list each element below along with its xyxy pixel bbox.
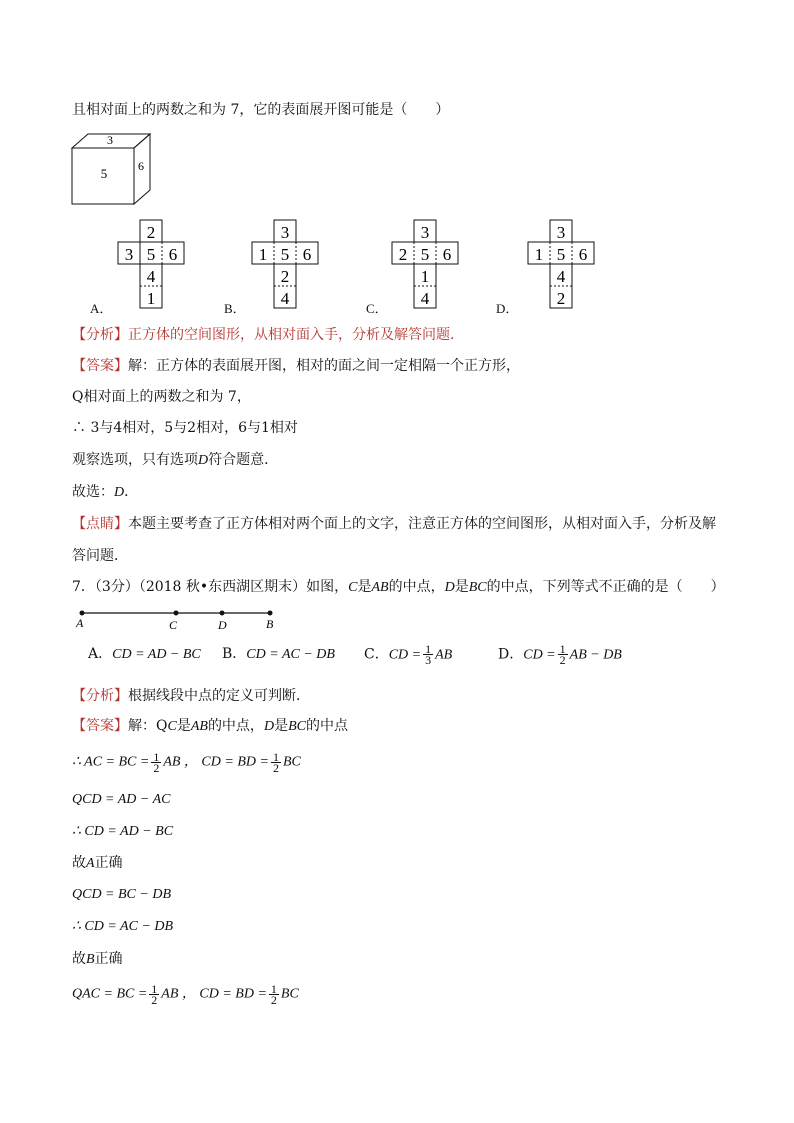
answer-2-line-5 bbox=[72, 853, 123, 874]
a2-v4: BC bbox=[288, 719, 306, 734]
answer-2-line-6: QCD = BC − DB bbox=[72, 887, 172, 902]
denominator: 2 bbox=[153, 761, 160, 775]
net-a-right: 6 bbox=[168, 245, 178, 264]
q7-option-c-label: C． bbox=[364, 646, 389, 663]
a2-l9-c: BC bbox=[280, 986, 299, 1002]
q7-option-c bbox=[364, 644, 452, 666]
comment-text: 本题主要考查了正方体相对两个面上的文字，注意正方体的空间图形，从相对面入手，分析及解 bbox=[128, 516, 716, 532]
numerator: 1 bbox=[153, 750, 160, 764]
analysis-1 bbox=[72, 325, 464, 345]
net-option-b-label: B． bbox=[224, 301, 246, 316]
denominator: 2 bbox=[151, 993, 158, 1007]
q7-option-d-expr-2: AB − DB bbox=[569, 647, 622, 663]
q7-option-d-expr-1: CD = bbox=[523, 647, 556, 663]
comment-1-line-2: 答问题． bbox=[72, 548, 128, 564]
net-c-left: 2 bbox=[398, 245, 408, 264]
q7-text-1: 是 bbox=[357, 579, 372, 595]
q7-var-d: D bbox=[444, 580, 455, 595]
answer-text: 解：正方体的表面展开图，相对的面之间一定相隔一个正方形， bbox=[128, 358, 520, 374]
answer-2-line-2 bbox=[72, 752, 301, 773]
choice-end: ． bbox=[124, 484, 139, 500]
fraction bbox=[149, 984, 159, 1005]
question-intro: 且相对面上的两数之和为 7，它的表面展开图可能是（ ） bbox=[72, 102, 450, 118]
net-option-a-label: A． bbox=[90, 301, 113, 316]
answer-2-line-1 bbox=[72, 716, 348, 737]
net-a-below1: 4 bbox=[146, 267, 156, 286]
net-option-c bbox=[392, 220, 458, 308]
a2-t5: 的中点 bbox=[305, 718, 348, 734]
a2-l5-a: 故 bbox=[72, 855, 86, 871]
numerator: 1 bbox=[151, 982, 158, 996]
analysis-2-tag: 【分析】 bbox=[72, 688, 128, 704]
net-option-d bbox=[528, 220, 594, 308]
net-c-top: 3 bbox=[420, 223, 430, 242]
a2-l8-var: B bbox=[86, 952, 95, 967]
denominator: 2 bbox=[272, 761, 279, 775]
choice-text: 故选： bbox=[72, 484, 114, 500]
answer-2-line-4: ∴ CD = AD − BC bbox=[72, 824, 174, 839]
point-d-label: D bbox=[218, 618, 227, 632]
answer-2-line-9 bbox=[72, 984, 299, 1005]
question-7 bbox=[72, 577, 725, 598]
q7-var-bc: BC bbox=[468, 580, 487, 595]
a2-l2-c: BC bbox=[282, 754, 301, 770]
q7-var-ab: AB bbox=[371, 580, 389, 595]
segment-figure bbox=[70, 606, 290, 634]
a2-t4: 是 bbox=[274, 718, 289, 734]
cube-figure bbox=[70, 128, 160, 208]
a2-l5-c: 正确 bbox=[94, 855, 123, 871]
q7-option-a-expr: CD = AD − BC bbox=[112, 647, 201, 662]
numerator: 1 bbox=[272, 750, 279, 764]
a2-v2: AB bbox=[190, 719, 208, 734]
therefore-symbol: ∴ bbox=[72, 420, 91, 436]
opposite-faces-text: 3与4相对，5与2相对，6与1相对 bbox=[90, 420, 298, 436]
comment-1-line-1 bbox=[72, 514, 716, 534]
answer-2-tag: 【答案】 bbox=[72, 718, 128, 734]
a2-l9-a: QAC = BC = bbox=[72, 986, 148, 1002]
a2-t2: 是 bbox=[176, 718, 191, 734]
answer-2-line-7: ∴ CD = AC − DB bbox=[72, 919, 174, 934]
net-b-left: 1 bbox=[258, 245, 268, 264]
fraction bbox=[423, 644, 433, 665]
fraction bbox=[269, 984, 279, 1005]
point-c-label: C bbox=[169, 618, 178, 632]
net-a-left: 3 bbox=[124, 245, 134, 264]
a2-l2-a: ∴ AC = BC = bbox=[72, 754, 150, 770]
net-c-center: 5 bbox=[420, 245, 430, 264]
net-d-center: 5 bbox=[556, 245, 566, 264]
answer-2-line-8 bbox=[72, 949, 123, 970]
a2-l8-c: 正确 bbox=[94, 951, 123, 967]
choice-var: D bbox=[114, 485, 125, 500]
net-b-center: 5 bbox=[280, 245, 290, 264]
comment-tag: 【点睛】 bbox=[72, 516, 128, 532]
q7-option-a bbox=[88, 644, 201, 665]
cube-side-number: 6 bbox=[138, 159, 144, 173]
option-var: D bbox=[198, 453, 209, 468]
fraction bbox=[558, 644, 568, 665]
a2-l8-a: 故 bbox=[72, 951, 86, 967]
a2-l9-b: AB ， CD = BD = bbox=[161, 986, 267, 1002]
q7-option-c-expr-1: CD = bbox=[388, 647, 422, 663]
numerator: 1 bbox=[559, 642, 566, 656]
analysis-text: 正方体的空间图形，从相对面入手，分析及解答问题． bbox=[128, 327, 464, 343]
net-a-below2: 1 bbox=[146, 289, 156, 308]
q7-option-b bbox=[222, 644, 335, 665]
q7-var-c: C bbox=[348, 580, 358, 595]
denominator: 2 bbox=[559, 653, 566, 667]
cube-front-number: 5 bbox=[100, 166, 108, 181]
point-a-label: A bbox=[76, 616, 84, 630]
a2-v1: C bbox=[167, 719, 177, 734]
net-c-below1: 1 bbox=[420, 267, 430, 286]
answer-1-line-3 bbox=[72, 418, 298, 438]
net-d-right: 6 bbox=[578, 245, 588, 264]
net-option-c-label: C． bbox=[366, 301, 388, 316]
net-d-left: 1 bbox=[534, 245, 544, 264]
q7-option-c-expr-2: AB bbox=[435, 647, 453, 663]
net-a-center: 5 bbox=[146, 245, 156, 264]
answer-2-line-3: QCD = AD − AC bbox=[72, 792, 171, 807]
cube-top-number: 3 bbox=[107, 133, 113, 147]
net-c-below2: 4 bbox=[420, 289, 430, 308]
q7-option-a-label: A． bbox=[88, 646, 113, 662]
net-d-below2: 2 bbox=[556, 289, 566, 308]
answer-1-line-4 bbox=[72, 450, 278, 471]
a2-v3: D bbox=[263, 719, 275, 734]
denominator: 2 bbox=[270, 993, 277, 1007]
net-b-below1: 2 bbox=[280, 267, 290, 286]
fraction bbox=[151, 752, 161, 773]
q7-text-3: 是 bbox=[454, 579, 469, 595]
a2-l2-b: AB ， CD = BD = bbox=[163, 754, 269, 770]
analysis-2 bbox=[72, 686, 310, 706]
q7-option-d-label: D． bbox=[498, 646, 524, 663]
answer-1-line-5 bbox=[72, 482, 138, 503]
net-a-top: 2 bbox=[146, 223, 156, 242]
q7-option-d bbox=[498, 644, 622, 666]
net-option-a bbox=[118, 220, 184, 308]
answer-1-line-1 bbox=[72, 356, 520, 376]
q7-text-2: 的中点， bbox=[388, 579, 445, 595]
numerator: 1 bbox=[425, 642, 432, 656]
answer-1-line-2: Q相对面上的两数之和为 7， bbox=[72, 389, 251, 405]
net-b-below2: 4 bbox=[280, 289, 290, 308]
fraction bbox=[271, 752, 281, 773]
net-c-right: 6 bbox=[442, 245, 452, 264]
net-b-top: 3 bbox=[280, 223, 290, 242]
net-d-below1: 4 bbox=[556, 267, 566, 286]
denominator: 3 bbox=[425, 653, 432, 667]
answer-tag: 【答案】 bbox=[72, 358, 128, 374]
q7-prefix: 7．（3分）（2018 秋•东西湖区期末）如图， bbox=[72, 579, 349, 595]
q7-text-4: 的中点，下列等式不正确的是（ ） bbox=[486, 579, 725, 595]
q7-option-b-label: B． bbox=[222, 646, 247, 662]
analysis-2-text: 根据线段中点的定义可判断． bbox=[128, 688, 310, 704]
a2-l5-var: A bbox=[86, 856, 95, 871]
observe-text: 观察选项，只有选项 bbox=[72, 452, 198, 468]
a2-t1: 解：Q bbox=[128, 718, 168, 734]
observe-end: 符合题意． bbox=[208, 452, 279, 468]
net-b-right: 6 bbox=[302, 245, 312, 264]
net-d-top: 3 bbox=[556, 223, 566, 242]
a2-t3: 的中点， bbox=[207, 718, 264, 734]
analysis-tag: 【分析】 bbox=[72, 327, 128, 343]
net-option-b bbox=[252, 220, 318, 308]
numerator: 1 bbox=[270, 982, 277, 996]
q7-option-b-expr: CD = AC − DB bbox=[246, 647, 335, 662]
point-b-label: B bbox=[266, 617, 274, 631]
net-option-d-label: D． bbox=[496, 301, 519, 316]
cube-net-options bbox=[0, 216, 794, 316]
